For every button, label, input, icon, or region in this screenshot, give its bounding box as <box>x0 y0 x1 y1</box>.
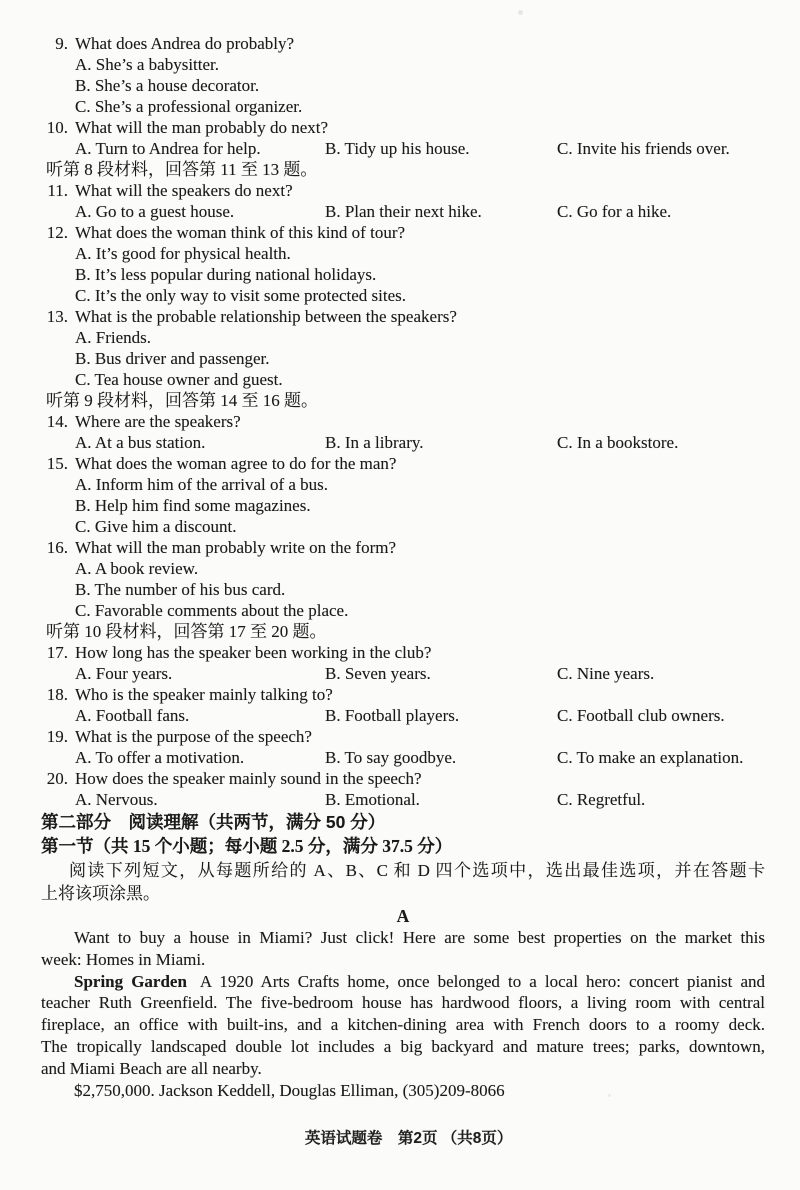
option-row: B. The number of his bus card. <box>75 580 286 599</box>
option-a: A. Football fans. <box>75 706 190 725</box>
question-row <box>41 117 765 138</box>
option-b: B. Football players. <box>325 706 460 725</box>
listing-name: Spring Garden <box>74 971 187 991</box>
passage-line: The tropically landscaped double lot includes a big backyard and mature trees; parks, downtown, <box>41 1036 765 1056</box>
scan-artifact <box>518 10 523 15</box>
options-columns-row <box>41 138 765 159</box>
question-row <box>41 306 765 327</box>
options-columns-row <box>41 789 765 810</box>
option-b: B. Seven years. <box>325 664 431 683</box>
option-a: A. To offer a motivation. <box>75 748 245 767</box>
price-contact-line: $2,750,000. Jackson Keddell, Douglas Elliman, (305)209-8066 <box>74 1080 505 1100</box>
option-row: C. Tea house owner and guest. <box>75 370 283 389</box>
option-row: B. Help him find some magazines. <box>75 496 311 515</box>
passage-a-label: A <box>396 906 410 926</box>
option-b: B. Emotional. <box>325 790 420 809</box>
part2-heading: 第二部分 阅读理解（共两节，满分 50 分） <box>41 812 386 832</box>
passage-line: and Miami Beach are all nearby. <box>41 1058 262 1078</box>
passage-line: Want to buy a house in Miami? Just click! Here are some best properties on the market this <box>74 928 765 947</box>
question-stem: What is the probable relationship between the speakers? <box>75 307 457 326</box>
option-a: A. Turn to Andrea for help. <box>75 139 261 158</box>
option-row: B. She’s a house decorator. <box>75 76 260 95</box>
question-number: 13. <box>46 307 68 326</box>
listening-section <box>41 33 765 810</box>
option-c: C. Invite his friends over. <box>557 139 730 158</box>
question-number: 12. <box>46 223 68 242</box>
instructions-line: 阅读下列短文，从每题所给的 A、B、C 和 D 四个选项中，选出最佳选项，并在答题卡 <box>69 861 765 880</box>
option-row: A. It’s good for physical health. <box>75 244 291 263</box>
passage-line: teacher Ruth Greenfield. The five-bedroom house has hardwood floors, a living room with central <box>41 993 765 1013</box>
option-a: A. At a bus station. <box>75 433 206 452</box>
reading-section <box>41 810 765 1101</box>
option-c: C. In a bookstore. <box>557 433 679 452</box>
instructions-line: 上将该项涂黑。 <box>41 884 160 903</box>
page-footer <box>0 1108 800 1166</box>
option-a: A. Go to a guest house. <box>75 202 235 221</box>
option-b: B. To say goodbye. <box>325 748 457 767</box>
option-a: A. Four years. <box>75 664 173 683</box>
option-c: C. To make an explanation. <box>557 748 744 767</box>
question-stem: What does the woman agree to do for the man? <box>75 454 397 473</box>
question-stem: How does the speaker mainly sound in the speech? <box>75 769 422 788</box>
section1-heading: 第一节（共 15 个小题；每小题 2.5 分，满分 37.5 分） <box>41 836 453 856</box>
option-row: B. Bus driver and passenger. <box>75 349 270 368</box>
option-c: C. Nine years. <box>557 664 655 683</box>
option-c: C. Go for a hike. <box>557 202 672 221</box>
option-row: A. Friends. <box>75 328 152 347</box>
option-c: C. Football club owners. <box>557 706 725 725</box>
option-row: C. Favorable comments about the place. <box>75 601 349 620</box>
question-number: 15. <box>46 454 68 473</box>
question-stem: What will the speakers do next? <box>75 181 293 200</box>
question-number: 17. <box>46 643 68 662</box>
passage-line: week: Homes in Miami. <box>41 949 206 969</box>
option-row: C. It’s the only way to visit some protected sites. <box>75 286 406 305</box>
listening-cue: 听第 8 段材料，回答第 11 至 13 题。 <box>46 160 318 179</box>
passage-line: fireplace, an office with built-ins, and a kitchen-dining area with French doors to a roomy deck. <box>41 1015 765 1035</box>
page-content <box>41 33 765 1101</box>
question-number: 18. <box>46 685 68 704</box>
option-row: C. Give him a discount. <box>75 517 237 536</box>
options-columns-row <box>41 201 765 222</box>
question-stem: What will the man probably do next? <box>75 118 329 137</box>
options-columns-row <box>41 432 765 453</box>
question-stem: What will the man probably write on the form? <box>75 538 397 557</box>
option-a: A. Nervous. <box>75 790 158 809</box>
question-stem: What does the woman think of this kind of tour? <box>75 223 406 242</box>
option-row: A. She’s a babysitter. <box>75 55 220 74</box>
question-row <box>41 411 765 432</box>
question-stem: What is the purpose of the speech? <box>75 727 312 746</box>
option-row: B. It’s less popular during national holidays. <box>75 265 377 284</box>
question-number: 11. <box>47 181 68 200</box>
question-number: 20. <box>46 769 68 788</box>
question-row <box>41 537 765 558</box>
page-footer-text: 英语试题卷 第2页 （共8页） <box>304 1130 513 1147</box>
option-row: A. Inform him of the arrival of a bus. <box>75 475 329 494</box>
listing-text: A 1920 Arts Crafts home, once belonged to a local hero: concert pianist and <box>199 971 765 991</box>
passage-line <box>41 971 765 993</box>
options-columns-row <box>41 705 765 726</box>
option-row: A. A book review. <box>75 559 199 578</box>
option-c: C. Regretful. <box>557 790 646 809</box>
option-b: B. In a library. <box>325 433 424 452</box>
question-row <box>41 726 765 747</box>
question-number: 14. <box>46 412 68 431</box>
question-number: 9. <box>55 34 68 53</box>
option-row: C. She’s a professional organizer. <box>75 97 303 116</box>
option-b: B. Plan their next hike. <box>325 202 482 221</box>
listening-cue: 听第 10 段材料，回答第 17 至 20 题。 <box>46 622 327 641</box>
question-row <box>41 453 765 474</box>
question-row <box>41 768 765 789</box>
option-b: B. Tidy up his house. <box>325 139 470 158</box>
question-row <box>41 180 765 201</box>
question-stem: Who is the speaker mainly talking to? <box>75 685 333 704</box>
question-row <box>41 642 765 663</box>
options-columns-row <box>41 747 765 768</box>
question-number: 16. <box>46 538 68 557</box>
question-row <box>41 684 765 705</box>
listening-cue: 听第 9 段材料，回答第 14 至 16 题。 <box>46 391 318 410</box>
question-row <box>41 33 765 54</box>
question-stem: How long has the speaker been working in the club? <box>75 643 432 662</box>
question-stem: What does Andrea do probably? <box>75 34 295 53</box>
question-stem: Where are the speakers? <box>75 412 241 431</box>
question-number: 19. <box>46 727 68 746</box>
question-row <box>41 222 765 243</box>
options-columns-row <box>41 663 765 684</box>
question-number: 10. <box>46 118 68 137</box>
